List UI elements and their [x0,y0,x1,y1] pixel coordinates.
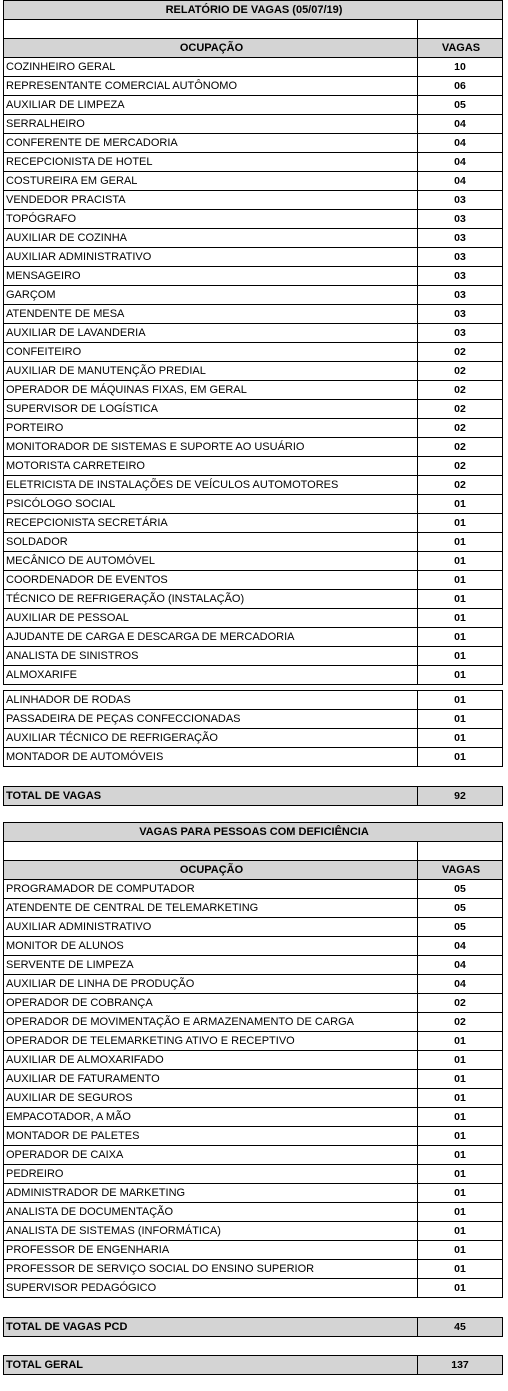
table-row [4,1203,503,1222]
occupation-cell: ALINHADOR DE RODAS [4,691,418,710]
occupation-cell: SUPERVISOR DE LOGÍSTICA [4,400,418,419]
pcd-column-header-vacancies: VAGAS [418,861,503,880]
vacancies-cell: 01 [418,1032,503,1051]
occupation-cell: REPRESENTANTE COMERCIAL AUTÔNOMO [4,77,418,96]
vacancies-cell: 01 [418,666,503,685]
table-row [4,438,503,457]
vacancies-cell: 04 [418,134,503,153]
occupation-cell: PSICÓLOGO SOCIAL [4,495,418,514]
grand-total-label: TOTAL GERAL [4,1356,418,1375]
total-pcd-label: TOTAL DE VAGAS PCD [4,1318,418,1337]
vacancies-cell: 01 [418,1165,503,1184]
pcd-title-row [4,823,503,842]
vacancies-cell: 10 [418,58,503,77]
table-row [4,1184,503,1203]
report-vagas-continuation-table [3,690,503,767]
table-row [4,937,503,956]
vacancies-cell: 02 [418,381,503,400]
total-pcd-section [3,1317,502,1337]
occupation-cell: CONFERENTE DE MERCADORIA [4,134,418,153]
table-row [4,647,503,666]
pcd-table [3,822,503,1298]
vacancies-cell: 03 [418,305,503,324]
table-row [4,286,503,305]
pcd-title: VAGAS PARA PESSOAS COM DEFICIÊNCIA [4,823,503,842]
grand-total-row [4,1356,503,1375]
table-row [4,628,503,647]
vacancies-cell: 03 [418,324,503,343]
occupation-cell: MECÂNICO DE AUTOMÓVEL [4,552,418,571]
occupation-cell: AUXILIAR DE COZINHA [4,229,418,248]
table-row [4,153,503,172]
occupation-cell: AUXILIAR DE LAVANDERIA [4,324,418,343]
occupation-cell: AUXILIAR DE LINHA DE PRODUÇÃO [4,975,418,994]
vacancies-cell: 04 [418,153,503,172]
occupation-cell: PROGRAMADOR DE COMPUTADOR [4,880,418,899]
table-row [4,96,503,115]
vacancies-cell: 03 [418,286,503,305]
occupation-cell: AUXILIAR DE FATURAMENTO [4,1070,418,1089]
occupation-cell: ATENDENTE DE MESA [4,305,418,324]
vacancies-cell: 05 [418,96,503,115]
table-row [4,1127,503,1146]
table-row [4,362,503,381]
table-row [4,191,503,210]
vacancies-cell: 01 [418,514,503,533]
report-title-row [4,1,503,20]
table-row [4,229,503,248]
occupation-cell: COZINHEIRO GERAL [4,58,418,77]
occupation-cell: AUXILIAR ADMINISTRATIVO [4,248,418,267]
table-row [4,691,503,710]
column-header-occupation: OCUPAÇÃO [4,39,418,58]
report-vagas-section [3,0,502,685]
vacancies-cell: 01 [418,647,503,666]
occupation-cell: OPERADOR DE CAIXA [4,1146,418,1165]
occupation-cell: TÉCNICO DE REFRIGERAÇÃO (INSTALAÇÃO) [4,590,418,609]
vacancies-cell: 01 [418,1146,503,1165]
vacancies-cell: 03 [418,191,503,210]
table-row [4,58,503,77]
pcd-section [3,822,502,1298]
grand-total-section [3,1355,502,1375]
table-row [4,956,503,975]
occupation-cell: ADMINISTRADOR DE MARKETING [4,1184,418,1203]
occupation-cell: TOPÓGRAFO [4,210,418,229]
report-vagas-table [3,0,503,685]
vacancies-cell: 04 [418,937,503,956]
table-row [4,1032,503,1051]
vacancies-cell: 01 [418,628,503,647]
occupation-cell: VENDEDOR PRACISTA [4,191,418,210]
vacancies-cell: 01 [418,1260,503,1279]
occupation-cell: PROFESSOR DE ENGENHARIA [4,1241,418,1260]
occupation-cell: AUXILIAR TÉCNICO DE REFRIGERAÇÃO [4,729,418,748]
vacancies-cell: 01 [418,1222,503,1241]
table-row [4,666,503,685]
total-pcd-table [3,1317,503,1337]
occupation-cell: AJUDANTE DE CARGA E DESCARGA DE MERCADORIA [4,628,418,647]
occupation-cell: PORTEIRO [4,419,418,438]
occupation-cell: GARÇOM [4,286,418,305]
grand-total-table [3,1355,503,1375]
table-row [4,1279,503,1298]
vacancies-cell: 01 [418,609,503,628]
occupation-cell: PASSADEIRA DE PEÇAS CONFECCIONADAS [4,710,418,729]
table-row [4,1013,503,1032]
table-row [4,457,503,476]
total-vagas-label: TOTAL DE VAGAS [4,787,418,806]
vacancies-cell: 02 [418,994,503,1013]
total-vagas-row [4,787,503,806]
table-row [4,1241,503,1260]
vacancies-cell: 05 [418,899,503,918]
vacancies-cell: 03 [418,210,503,229]
table-row [4,533,503,552]
table-row [4,994,503,1013]
vacancies-cell: 05 [418,918,503,937]
column-header-row [4,39,503,58]
table-row [4,1051,503,1070]
vacancies-cell: 02 [418,419,503,438]
vacancies-cell: 01 [418,590,503,609]
table-row [4,419,503,438]
spacer-row [4,20,503,39]
report-vagas-continuation [3,690,502,767]
occupation-cell: SOLDADOR [4,533,418,552]
table-row [4,1089,503,1108]
table-row [4,590,503,609]
table-row [4,1146,503,1165]
vacancies-cell: 01 [418,1203,503,1222]
total-vagas-value: 92 [418,787,503,806]
table-row [4,134,503,153]
total-pcd-value: 45 [418,1318,503,1337]
vacancies-cell: 01 [418,1051,503,1070]
column-header-vacancies: VAGAS [418,39,503,58]
table-row [4,975,503,994]
vacancies-cell: 01 [418,691,503,710]
occupation-cell: MONTADOR DE AUTOMÓVEIS [4,748,418,767]
occupation-cell: EMPACOTADOR, A MÃO [4,1108,418,1127]
total-vagas-section [3,786,502,806]
table-row [4,400,503,419]
occupation-cell: AUXILIAR DE SEGUROS [4,1089,418,1108]
vacancies-cell: 01 [418,1127,503,1146]
occupation-cell: SUPERVISOR PEDAGÓGICO [4,1279,418,1298]
table-row [4,710,503,729]
occupation-cell: ANALISTA DE DOCUMENTAÇÃO [4,1203,418,1222]
table-row [4,476,503,495]
occupation-cell: ATENDENTE DE CENTRAL DE TELEMARKETING [4,899,418,918]
vacancies-cell: 01 [418,729,503,748]
occupation-cell: MENSAGEIRO [4,267,418,286]
table-row [4,880,503,899]
table-row [4,1222,503,1241]
occupation-cell: AUXILIAR DE PESSOAL [4,609,418,628]
occupation-cell: OPERADOR DE TELEMARKETING ATIVO E RECEPTIVO [4,1032,418,1051]
table-row [4,77,503,96]
table-row [4,381,503,400]
occupation-cell: MONITORADOR DE SISTEMAS E SUPORTE AO USUÁRIO [4,438,418,457]
vacancies-cell: 02 [418,343,503,362]
vacancies-cell: 01 [418,571,503,590]
occupation-cell: SERRALHEIRO [4,115,418,134]
table-row [4,571,503,590]
occupation-cell: PROFESSOR DE SERVIÇO SOCIAL DO ENSINO SUPERIOR [4,1260,418,1279]
table-row [4,210,503,229]
vacancies-cell: 01 [418,748,503,767]
vacancies-cell: 02 [418,400,503,419]
table-row [4,748,503,767]
occupation-cell: ANALISTA DE SISTEMAS (INFORMÁTICA) [4,1222,418,1241]
table-row [4,267,503,286]
report-title: RELATÓRIO DE VAGAS (05/07/19) [4,1,503,20]
vacancies-cell: 01 [418,1070,503,1089]
vacancies-cell: 04 [418,172,503,191]
vacancies-cell: 02 [418,1013,503,1032]
vacancies-cell: 02 [418,362,503,381]
table-row [4,918,503,937]
grand-total-value: 137 [418,1356,503,1375]
table-row [4,729,503,748]
table-row [4,248,503,267]
table-row [4,343,503,362]
table-row [4,552,503,571]
vacancies-cell: 01 [418,1241,503,1260]
occupation-cell: PEDREIRO [4,1165,418,1184]
table-row [4,899,503,918]
vacancies-cell: 01 [418,1089,503,1108]
vacancies-cell: 04 [418,975,503,994]
vacancies-cell: 04 [418,115,503,134]
vacancies-cell: 02 [418,476,503,495]
table-row [4,609,503,628]
table-row [4,1070,503,1089]
vacancies-cell: 01 [418,1279,503,1298]
vacancies-cell: 01 [418,552,503,571]
table-row [4,1165,503,1184]
occupation-cell: ELETRICISTA DE INSTALAÇÕES DE VEÍCULOS AUTOMOTORES [4,476,418,495]
vacancies-cell: 01 [418,495,503,514]
vacancies-cell: 02 [418,457,503,476]
occupation-cell: OPERADOR DE COBRANÇA [4,994,418,1013]
occupation-cell: OPERADOR DE MOVIMENTAÇÃO E ARMAZENAMENTO DE CARGA [4,1013,418,1032]
vacancies-cell: 01 [418,533,503,552]
vacancies-cell: 02 [418,438,503,457]
vacancies-cell: 03 [418,229,503,248]
occupation-cell: COORDENADOR DE EVENTOS [4,571,418,590]
table-row [4,324,503,343]
occupation-cell: MONITOR DE ALUNOS [4,937,418,956]
occupation-cell: AUXILIAR DE MANUTENÇÃO PREDIAL [4,362,418,381]
occupation-cell: MONTADOR DE PALETES [4,1127,418,1146]
vacancies-cell: 01 [418,710,503,729]
total-vagas-table [3,786,503,806]
vacancies-cell: 06 [418,77,503,96]
table-row [4,495,503,514]
vacancies-cell: 01 [418,1184,503,1203]
pcd-column-header-occupation: OCUPAÇÃO [4,861,418,880]
occupation-cell: AUXILIAR DE ALMOXARIFADO [4,1051,418,1070]
total-pcd-row [4,1318,503,1337]
vacancies-cell: 04 [418,956,503,975]
vacancies-cell: 01 [418,1108,503,1127]
occupation-cell: COSTUREIRA EM GERAL [4,172,418,191]
occupation-cell: AUXILIAR DE LIMPEZA [4,96,418,115]
table-row [4,305,503,324]
occupation-cell: RECEPCIONISTA DE HOTEL [4,153,418,172]
occupation-cell: SERVENTE DE LIMPEZA [4,956,418,975]
occupation-cell: RECEPCIONISTA SECRETÁRIA [4,514,418,533]
pcd-column-header-row [4,861,503,880]
table-row [4,1108,503,1127]
table-row [4,115,503,134]
occupation-cell: CONFEITEIRO [4,343,418,362]
table-row [4,1260,503,1279]
table-row [4,172,503,191]
vacancies-cell: 05 [418,880,503,899]
occupation-cell: OPERADOR DE MÁQUINAS FIXAS, EM GERAL [4,381,418,400]
spacer-row [4,842,503,861]
vacancies-cell: 03 [418,248,503,267]
occupation-cell: ALMOXARIFE [4,666,418,685]
vacancies-cell: 03 [418,267,503,286]
occupation-cell: ANALISTA DE SINISTROS [4,647,418,666]
occupation-cell: MOTORISTA CARRETEIRO [4,457,418,476]
occupation-cell: AUXILIAR ADMINISTRATIVO [4,918,418,937]
table-row [4,514,503,533]
